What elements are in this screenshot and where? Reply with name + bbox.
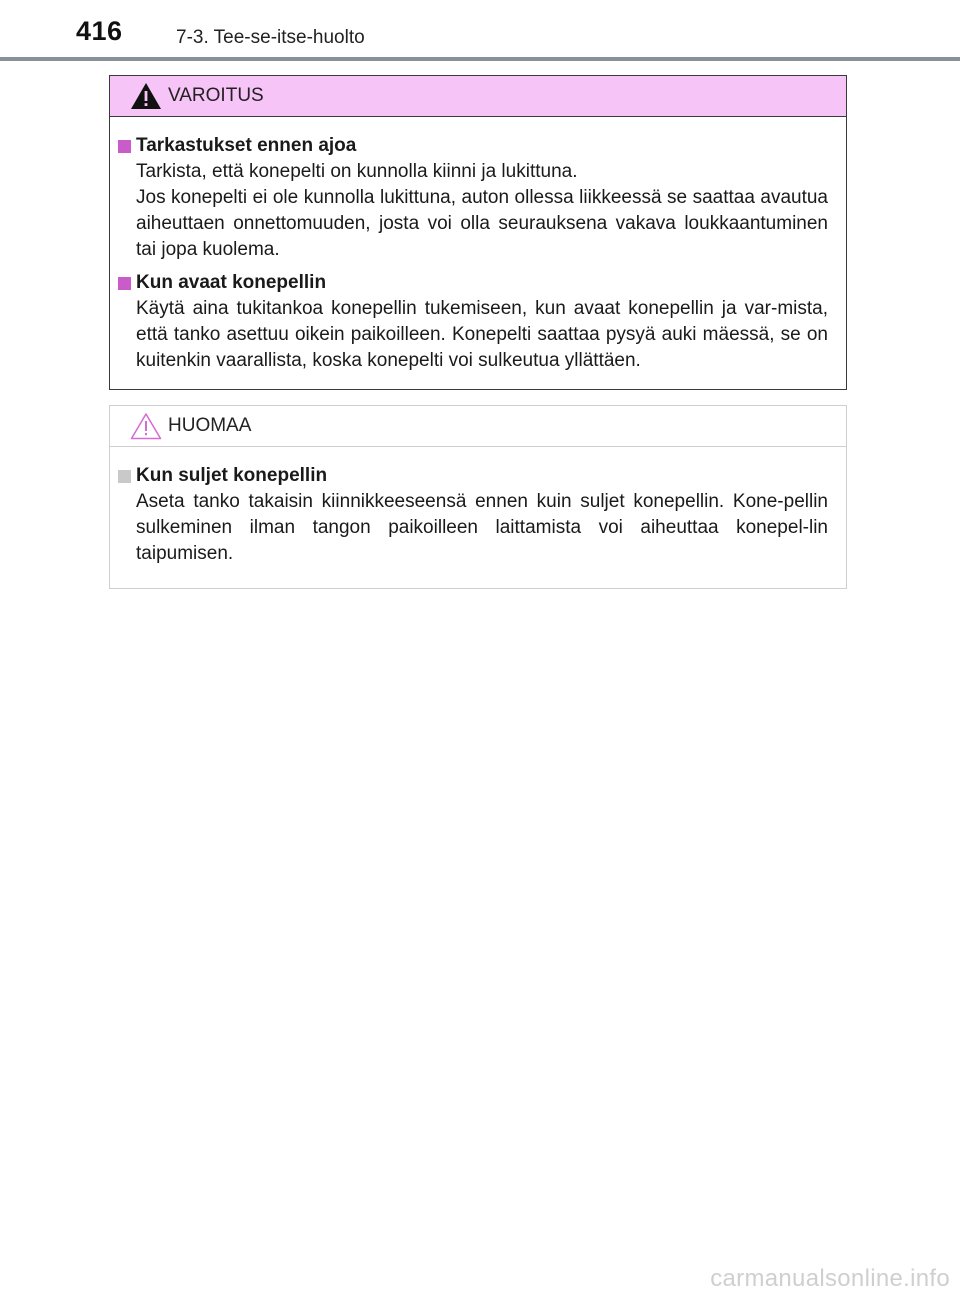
warning-item	[118, 133, 828, 263]
notice-item	[118, 463, 828, 567]
square-bullet-icon	[118, 470, 131, 483]
notice-header	[110, 406, 846, 447]
page-number: 416	[76, 16, 123, 46]
warning-item-title	[118, 133, 828, 159]
watermark: carmanualsonline.info	[710, 1265, 950, 1292]
warning-item-paragraph: Jos konepelti ei ole kunnolla lukittuna, auton ollessa liikkeessä se saattaa avautua aiheuttaen onnettomuuden, josta voi olla seurauksena vakava loukkaantuminen tai jopa kuolema.	[136, 187, 828, 260]
warning-item-title-text: Kun avaat konepellin	[136, 272, 327, 293]
warning-box	[109, 75, 847, 390]
warning-body	[110, 117, 846, 374]
warning-item-paragraph: Käytä aina tukitankoa konepellin tukemiseen, kun avaat konepellin ja var-mista, että tanko asettuu oikein paikoilleen. Konepelti saattaa pysyä auki mäessä, se on kuitenkin vaarallista, koska konepelti voi sulkeutua yllättäen.	[136, 298, 828, 371]
notice-body	[110, 447, 846, 567]
warning-label: VAROITUS	[168, 85, 264, 106]
notice-label: HUOMAA	[168, 415, 252, 436]
warning-item-text	[136, 296, 828, 374]
notice-item-text	[136, 489, 828, 567]
notice-box	[109, 405, 847, 589]
warning-item-text	[136, 159, 828, 263]
section-title: 7-3. Tee-se-itse-huolto	[176, 27, 365, 48]
caution-triangle-outline-icon	[130, 412, 162, 440]
notice-item-title-text: Kun suljet konepellin	[136, 465, 328, 486]
notice-item-paragraph: Aseta tanko takaisin kiinnikkeeseensä ennen kuin suljet konepellin. Kone-pellin sulkeminen ilman tangon paikoilleen laittamista voi aiheuttaa konepel-lin taipumisen.	[136, 491, 828, 564]
notice-item-title	[118, 463, 828, 489]
square-bullet-icon	[118, 140, 131, 153]
warning-header	[110, 76, 846, 117]
warning-item	[118, 270, 828, 374]
square-bullet-icon	[118, 277, 131, 290]
warning-item-title-text: Tarkastukset ennen ajoa	[136, 135, 357, 156]
page-header	[0, 0, 960, 60]
warning-item-paragraph: Tarkista, että konepelti on kunnolla kiinni ja lukittuna.	[136, 161, 578, 182]
header-rule	[0, 57, 960, 61]
warning-item-title	[118, 270, 828, 296]
warning-triangle-icon	[130, 82, 162, 110]
